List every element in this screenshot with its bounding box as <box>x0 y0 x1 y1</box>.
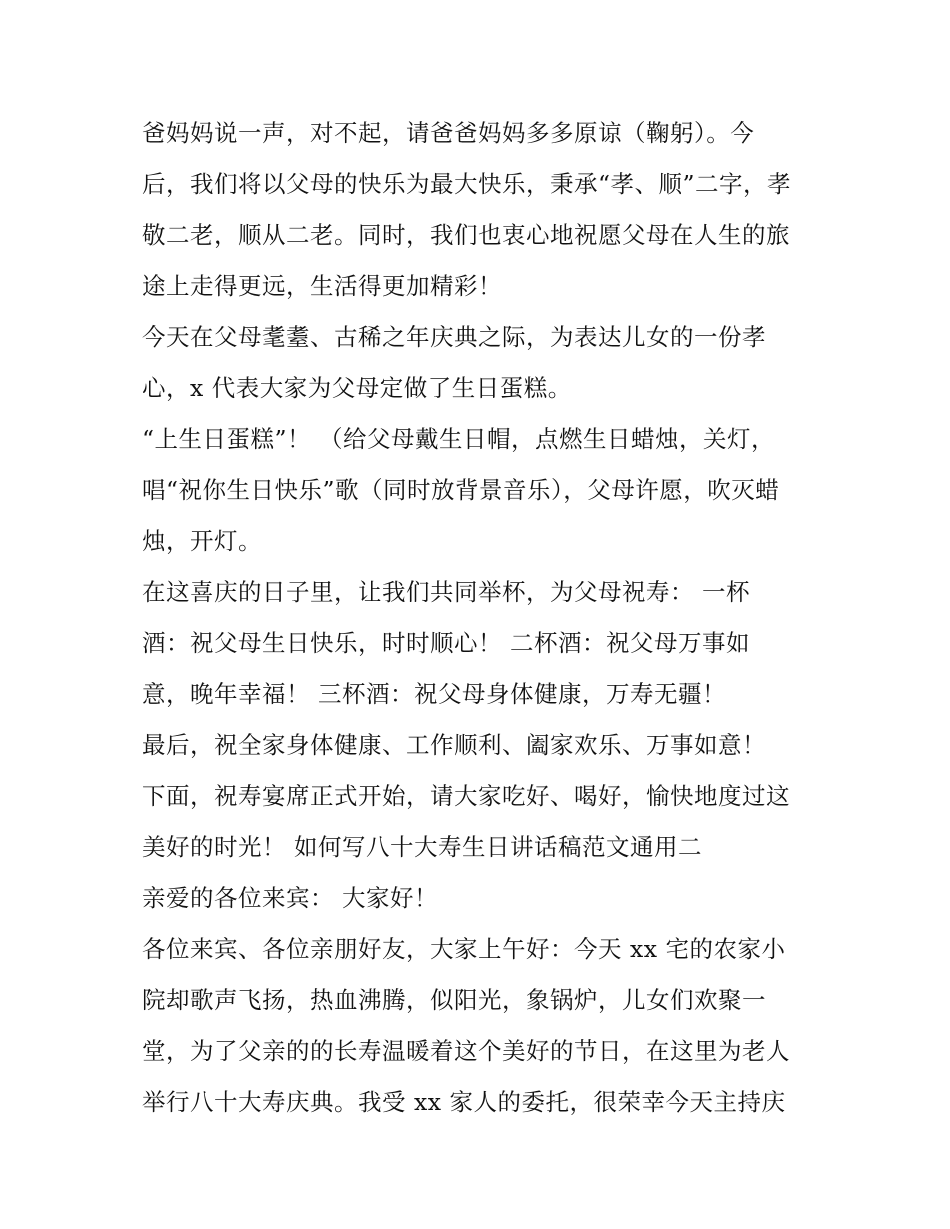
text-line: 烛，开灯。 <box>142 527 262 555</box>
text-line: 亲爱的各位来宾： 大家好！ <box>142 884 438 912</box>
text-line: 最后，祝全家身体健康、工作顺利、阖家欢乐、万事如意！ <box>142 731 766 759</box>
text-line: 在这喜庆的日子里，让我们共同举杯，为父母祝寿： 一杯 <box>142 578 750 606</box>
text-line: 意，晚年幸福！ 三杯酒：祝父母身体健康，万寿无疆！ <box>142 680 726 708</box>
text-line: 堂，为了父亲的的长寿温暖着这个美好的节日，在这里为老人 <box>142 1037 790 1065</box>
text-line: 途上走得更远，生活得更加精彩！ <box>142 272 502 300</box>
document-body <box>142 108 822 1128</box>
text-line: 各位来宾、各位亲朋好友，大家上午好：今天 xx 宅的农家小 <box>142 935 786 963</box>
text-line: 美好的时光！ 如何写八十大寿生日讲话稿范文通用二 <box>142 833 702 861</box>
text-line: “上生日蛋糕”！ （给父母戴生日帽，点燃生日蜡烛，关灯， <box>142 425 775 453</box>
text-line: 后，我们将以父母的快乐为最大快乐，秉承“孝、顺”二字，孝 <box>142 170 792 198</box>
text-line: 酒：祝父母生日快乐，时时顺心！ 二杯酒：祝父母万事如 <box>142 629 750 657</box>
text-line: 唱“祝你生日快乐”歌（同时放背景音乐），父母许愿，吹灭蜡 <box>142 476 780 504</box>
text-line: 院却歌声飞扬，热血沸腾，似阳光，象锅炉，儿女们欢聚一 <box>142 986 766 1014</box>
text-line: 举行八十大寿庆典。我受 xx 家人的委托，很荣幸今天主持庆 <box>142 1088 786 1116</box>
text-line: 今天在父母耄耋、古稀之年庆典之际，为表达儿女的一份孝 <box>142 323 766 351</box>
text-line: 下面，祝寿宴席正式开始，请大家吃好、喝好，愉快地度过这 <box>142 782 790 810</box>
text-line: 爸妈妈说一声，对不起，请爸爸妈妈多多原谅（鞠躬）。今 <box>142 119 755 147</box>
text-line: 敬二老，顺从二老。同时，我们也衷心地祝愿父母在人生的旅 <box>142 221 790 249</box>
text-line: 心，x 代表大家为父母定做了生日蛋糕。 <box>142 374 572 402</box>
